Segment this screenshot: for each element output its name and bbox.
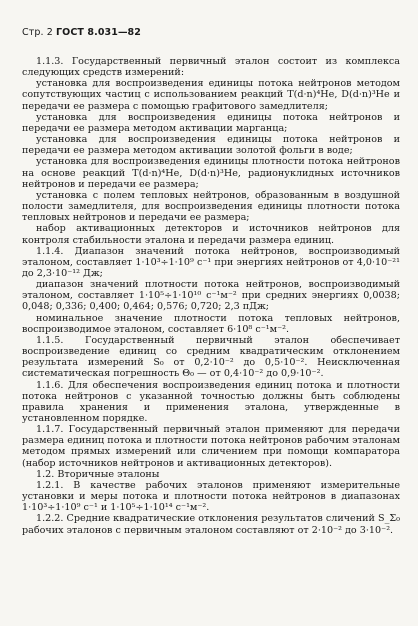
page-header bbox=[22, 27, 400, 38]
paragraph: установка для воспроизведения единицы потока нейтронов и передачи ее размера методом активации золотой фольги в воде; bbox=[22, 134, 400, 157]
paragraph: установка для воспроизведения единицы потока нейтронов и передачи ее размера методом активации марганца; bbox=[22, 111, 400, 134]
paragraph: установка для воспроизведения единицы потока нейтронов методом сопутствующих частиц с использованием реакций T(d·n)⁴He, D(d·n)³He и передачи ее размера с помощью графитового замедлителя; bbox=[22, 78, 400, 112]
paragraph: 1.1.5. Государственный первичный эталон обеспечивает воспроизведение единиц со средним квадратическим отклонением результата измерений S₀ от 0,2·10⁻² до 0,5·10⁻². Неисключенная систематическая погрешность Θ₀ — от 0,4·10⁻² до 0,9·10⁻². bbox=[22, 334, 400, 380]
section-heading bbox=[22, 469, 400, 480]
paragraph: 1.2.1. В качестве рабочих эталонов применяют измерительные установки и меры потока и плотности потока нейтронов в диапазонах 1·10³÷1·10⁹ с⁻¹ и 1·10⁵÷1·10¹⁴ с⁻¹м⁻². bbox=[22, 479, 400, 514]
paragraph: номинальное значение плотности потока тепловых нейтронов, воспроизводимое эталоном, составляет 6·10⁸ с⁻¹м⁻². bbox=[22, 312, 400, 335]
section-heading-text: 1.2. Вторичные эталоны bbox=[36, 468, 160, 480]
page-number: Стр. 2 bbox=[22, 27, 53, 38]
paragraph: установка для воспроизведения единицы плотности потока нейтронов на основе реакций T(d·n)⁴He, D(d·n)³He, радионуклидных источников нейтронов и передачи ее размера; bbox=[22, 156, 400, 190]
paragraph: установка с полем тепловых нейтронов, образованным в воздушной полости замедлителя, для воспроизведения единицы плотности потока тепловых нейтронов и передачи ее размера; bbox=[22, 189, 400, 224]
paragraph: 1.1.6. Для обеспечения воспроизведения единиц потока и плотности потока нейтронов с указанной точностью должны быть соблюдены правила хранения и применения эталона, утвержденные в установленном порядке. bbox=[22, 379, 400, 424]
paragraph: набор активационных детекторов и источников нейтронов для контроля стабильности эталона и передачи размера единиц. bbox=[22, 223, 400, 246]
paragraph: 1.1.3. Государственный первичный эталон состоит из комплекса следующих средств измерений: bbox=[22, 56, 400, 79]
standard-number: ГОСТ 8.031—82 bbox=[56, 27, 141, 38]
document-body bbox=[22, 56, 400, 536]
paragraph: 1.2.2. Средние квадратические отклонения результатов сличений S_Σ₀ рабочих эталонов с первичным эталоном составляют от 2·10⁻² до 3·10⁻². bbox=[22, 513, 400, 536]
paragraph: диапазон значений плотности потока нейтронов, воспроизводимый эталоном, составляет 1·10⁵÷1·10¹⁰ с⁻¹м⁻² при средних энергиях 0,0038; 0,048; 0,336; 0,400; 0,464; 0,576; 0,720; 2,3 пДж; bbox=[22, 279, 400, 313]
paragraph: 1.1.4. Диапазон значений потока нейтронов, воспроизводимый эталоном, составляет 1·10³÷1·10⁹ с⁻¹ при энергиях нейтронов от 4,0·10⁻²¹ до 2,3·10⁻¹² Дж; bbox=[22, 245, 400, 279]
paragraph: 1.1.7. Государственный первичный эталон применяют для передачи размера единиц потока и плотности потока нейтронов рабочим эталонам методом прямых измерений или сличением при помощи компаратора (набор источников нейтронов и активационных детекторов). bbox=[22, 424, 400, 469]
